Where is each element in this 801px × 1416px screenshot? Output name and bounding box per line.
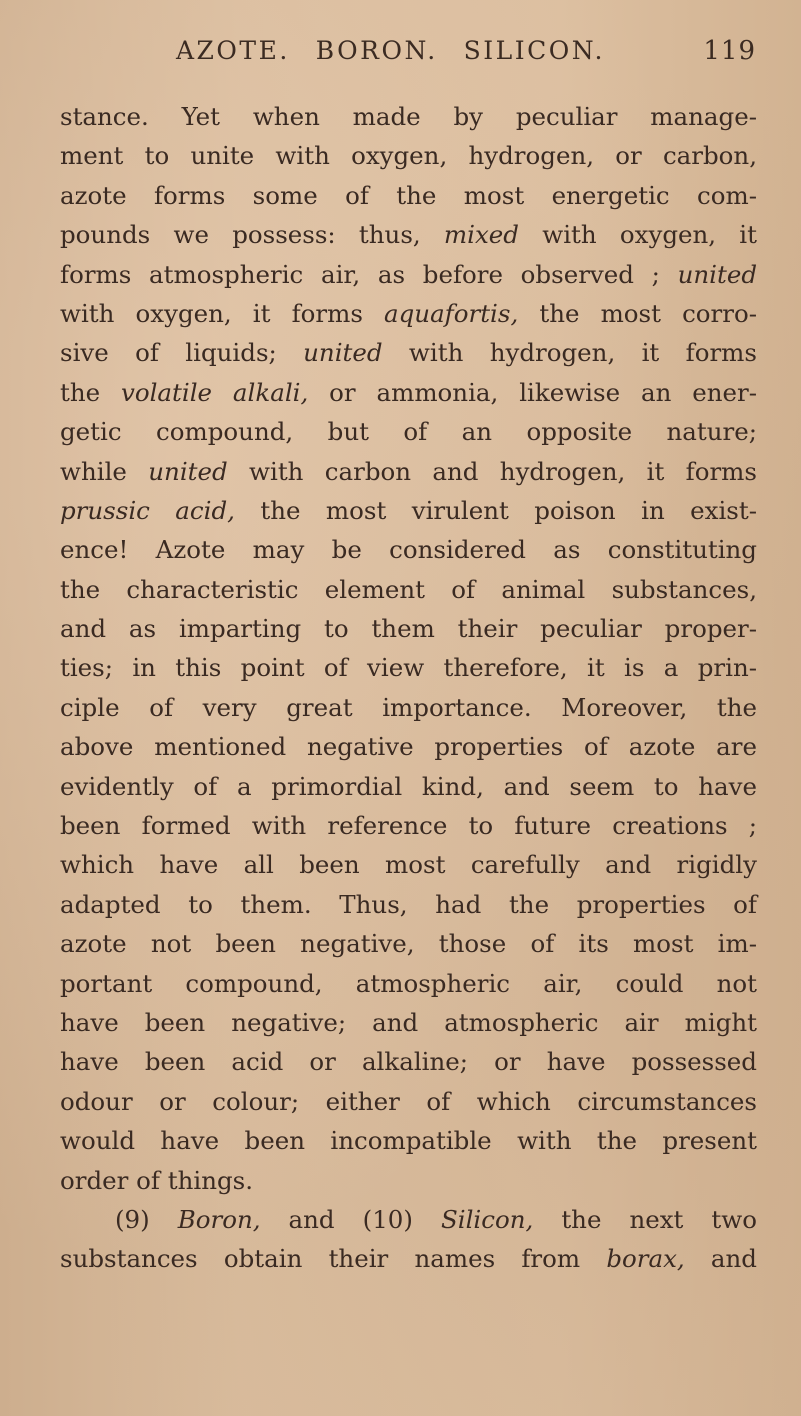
text-run: the most corro- [518,298,757,328]
text-run: the [60,377,121,407]
text-run: ciple of very great importance. Moreover, the [60,692,757,722]
text-run: the characteristic element of animal substances, [60,574,757,604]
italic-text: aquafortis, [384,298,519,328]
text-line [60,885,757,924]
text-run: getic compound, but of an opposite nature; [60,417,757,447]
text-run: ence! Azote may be considered as constituting [60,535,757,565]
running-head-title [176,36,631,65]
text-line [60,176,757,215]
text-run: have been acid or alkaline; or have possessed [60,1047,757,1077]
text-run: while [60,456,149,486]
text-run: and (10) [260,1204,441,1234]
text-line [60,1121,757,1160]
text-run: or ammonia, likewise an ener- [308,377,757,407]
text-line [60,964,757,1003]
running-head [0,36,801,76]
text-run: azote forms some of the most energetic com- [60,180,757,210]
text-run: would have been incompatible with the present [60,1126,757,1156]
text-line [60,845,757,884]
text-run: adapted to them. Thus, had the properties of [60,889,757,919]
text-run: and as imparting to them their peculiar proper- [60,614,757,644]
text-run: stance. Yet when made by peculiar manage- [60,102,757,131]
text-run: (9) [115,1204,178,1234]
text-line [60,727,757,766]
italic-text: prussic acid, [60,495,235,525]
text-run: pounds we possess: thus, [60,220,444,250]
text-line [60,1003,757,1042]
italic-text: mixed [443,220,519,250]
running-head-word: SILICON. [463,36,605,65]
running-head-word: BORON. [315,36,438,65]
italic-text: Boron, [177,1204,261,1234]
text-run: ment to unite with oxygen, hydrogen, or carbon, [60,141,757,171]
text-line [60,333,757,372]
text-run: the most virulent poison in exist- [234,495,757,525]
italic-text: united [677,259,757,289]
text-run: order of things. [60,1165,254,1195]
text-line [60,452,757,491]
text-line [60,688,757,727]
page-number: 119 [703,36,756,66]
text-line [60,1042,757,1081]
text-line [60,97,757,136]
text-line [60,491,757,530]
text-run: azote not been negative, those of its most im- [60,929,757,959]
text-run: with oxygen, it [519,220,757,250]
text-run: above mentioned negative properties of azote are [60,732,757,762]
text-run: evidently of a primordial kind, and seem to have [60,771,757,801]
text-run: with hydrogen, it forms [382,338,757,368]
text-line [60,806,757,845]
italic-text: Silicon, [440,1204,534,1234]
text-line [60,373,757,412]
text-line [60,924,757,963]
text-run: and [684,1244,757,1274]
text-line [60,255,757,294]
text-line [60,767,757,806]
italic-text: volatile alkali, [121,377,309,407]
text-run: substances obtain their names from [60,1244,607,1274]
text-line [60,1082,757,1121]
text-line [60,294,757,333]
text-run: sive of liquids; [60,338,304,368]
italic-text: united [148,456,228,486]
text-line [60,1200,757,1239]
text-line [60,1239,757,1278]
text-run: ties; in this point of view therefore, it is a prin- [60,653,757,683]
text-run: have been negative; and atmospheric air might [60,1007,757,1037]
text-line [60,412,757,451]
text-run: with carbon and hydrogen, it forms [227,456,757,486]
italic-text: borax, [606,1244,685,1274]
italic-text: united [303,338,383,368]
text-run: portant compound, atmospheric air, could not [60,968,757,998]
text-run: which have all been most carefully and rigidly [60,850,757,880]
text-line [60,1161,757,1200]
running-head-word: AZOTE. [176,36,290,65]
text-run: been formed with reference to future creations ; [60,811,757,841]
text-run: odour or colour; either of which circumstances [60,1086,757,1116]
text-line [60,215,757,254]
text-run: forms atmospheric air, as before observed ; [60,259,678,289]
text-line [60,648,757,687]
text-line [60,609,757,648]
text-line [60,570,757,609]
body-text [60,97,757,1279]
text-line [60,136,757,175]
text-run: the next two [533,1204,757,1234]
text-line [60,530,757,569]
text-run: with oxygen, it forms [60,298,384,328]
